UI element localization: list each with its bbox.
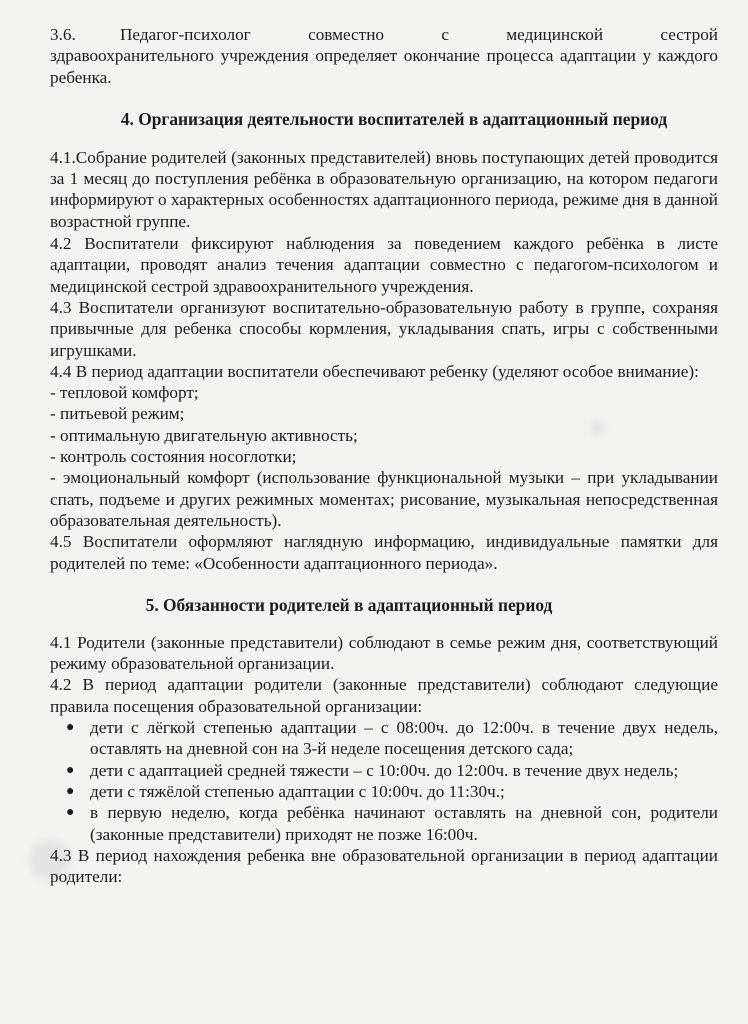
paragraph-5-1: 4.1 Родители (законные представители) соблюдают в семье режим дня, соответствующий режиму образовательной организации. bbox=[50, 632, 718, 674]
list-item bbox=[66, 802, 718, 845]
paragraph-4-5: 4.5 Воспитатели оформляют наглядную информацию, индивидуальные памятки для родителей по теме: «Особенности адаптационного периода». bbox=[50, 532, 718, 573]
paragraph-5-2: 4.2 В период адаптации родители (законные представители) соблюдают следующие правила посещения образовательной организации: bbox=[50, 675, 718, 716]
section-4-heading: 4. Организация деятельности воспитателей в адаптационный период bbox=[120, 108, 668, 129]
bullet-text: в первую неделю, когда ребёнка начинают оставлять на дневной сон, родители (законные представители) приходят не позже 16:00ч. bbox=[90, 803, 718, 844]
paragraph-4-1: 4.1.Собрание родителей (законных представителей) вновь поступающих детей проводится за 1 месяц до поступления ребёнка в образовательную организацию, на котором педагоги информируют о характерных особенностях адаптационного периода, режиме дня в данной возрастной группе. bbox=[50, 147, 718, 231]
list-item: - тепловой комфорт; bbox=[50, 383, 199, 403]
bullet-text: дети с адаптацией средней тяжести – с 10:00ч. до 12:00ч. в течение двух недель; bbox=[90, 760, 679, 780]
list-item bbox=[66, 781, 718, 802]
paragraph-4-4: 4.4 В период адаптации воспитатели обеспечивают ребенку (уделяют особое внимание): bbox=[50, 361, 699, 381]
list-item bbox=[66, 717, 718, 760]
bullet-icon: ● bbox=[66, 720, 75, 736]
section-5-heading: 5. Обязанности родителей в адаптационный период bbox=[145, 594, 553, 615]
bullet-icon: ● bbox=[66, 783, 75, 799]
bullet-icon: ● bbox=[66, 762, 75, 778]
list-item: - контроль состояния носоглотки; bbox=[50, 447, 297, 467]
paragraph-number: 3.6. bbox=[50, 25, 76, 44]
list-item: - эмоциональный комфорт (использование функциональной музыки – при укладывании спать, подъеме и других режимных моментах; рисование, музыкальная непосредственная образовательная деятельность). bbox=[50, 468, 718, 530]
paragraph-first-line: Педагог-психолог совместно с медицинской сестрой bbox=[120, 25, 718, 44]
list-item bbox=[66, 760, 718, 781]
bullet-text: дети с тяжёлой степенью адаптации с 10:00ч. до 11:30ч.; bbox=[90, 781, 505, 801]
bullet-list bbox=[50, 717, 718, 845]
paragraph-3-6 bbox=[50, 24, 718, 45]
paragraph-3-6-continuation: здравоохранительного учреждения определяет окончание процесса адаптации у каждого ребенка. bbox=[50, 46, 718, 87]
bullet-text: дети с лёгкой степенью адаптации – с 08:00ч. до 12:00ч. в течение двух недель, оставлять на дневной сон на 3-й неделе посещения детского сада; bbox=[90, 718, 718, 759]
paragraph-4-2: 4.2 Воспитатели фиксируют наблюдения за поведением каждого ребёнка в листе адаптации, проводят анализ течения адаптации совместно с педагогом-психологом и медицинской сестрой здравоохранительного учреждения. bbox=[50, 234, 718, 296]
list-item: - оптимальную двигательную активность; bbox=[50, 425, 358, 445]
document-page bbox=[50, 24, 718, 887]
bullet-icon: ● bbox=[66, 805, 75, 821]
list-item: - питьевой режим; bbox=[50, 404, 185, 424]
paragraph-4-3: 4.3 Воспитатели организуют воспитательно-образовательную работу в группе, сохраняя привычные для ребенка способы кормления, укладывания спать, игры с собственными игрушками. bbox=[50, 297, 718, 360]
paragraph-5-3: 4.3 В период нахождения ребенка вне образовательной организации в период адаптации родители: bbox=[50, 845, 718, 887]
